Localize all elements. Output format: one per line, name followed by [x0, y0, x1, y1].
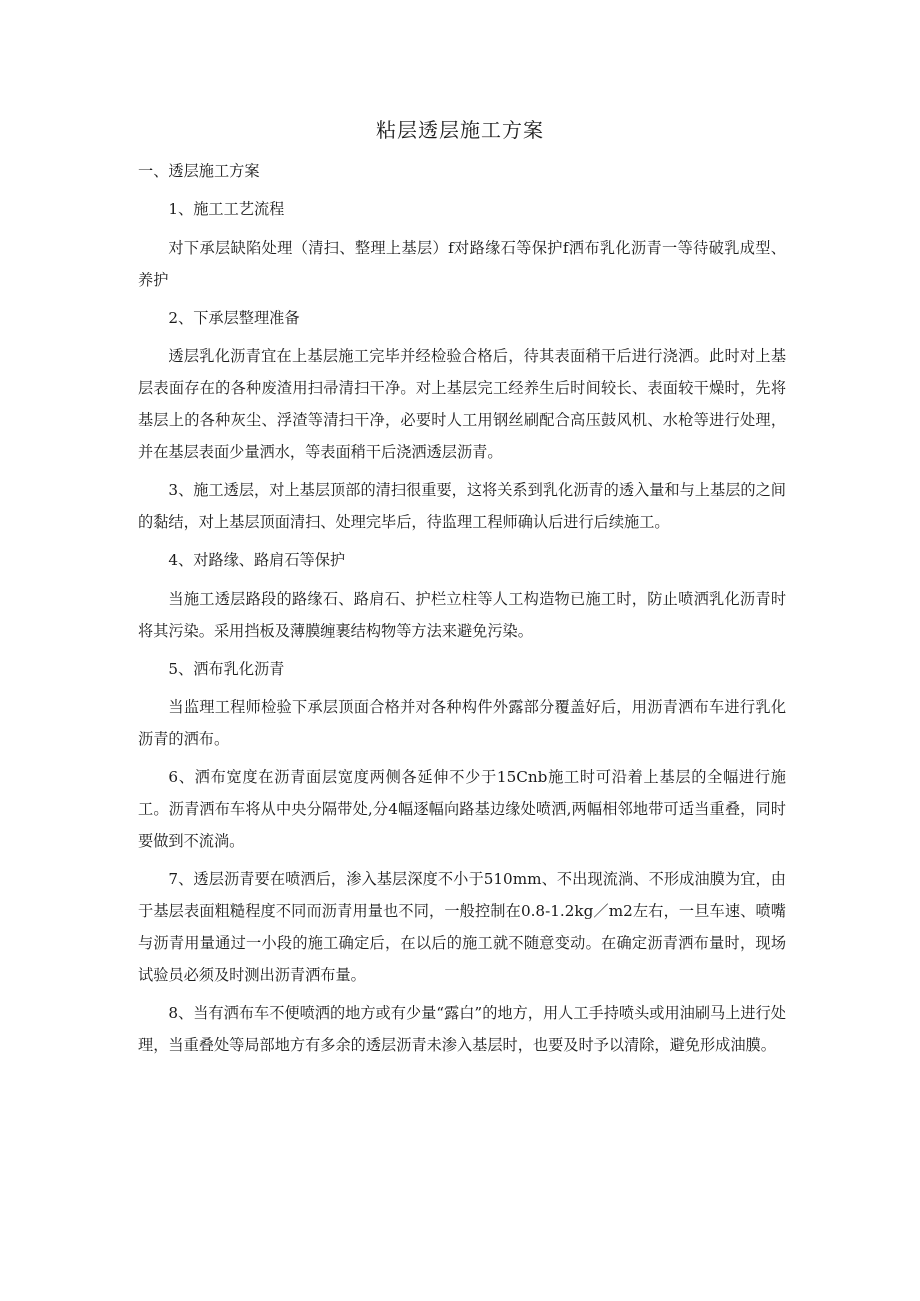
body-paragraph: 对下承层缺陷处理（清扫、整理上基层）f对路缘石等保护f洒布乳化沥青一等待破乳成型、养护 [138, 238, 786, 289]
section-heading: 一、透层施工方案 [138, 162, 260, 180]
subsection-heading: 1、施工工艺流程 [168, 200, 285, 219]
subsection-heading: 5、洒布乳化沥青 [168, 659, 285, 678]
body-paragraph: 当监理工程师检验下承层顶面合格并对各种构件外露部分覆盖好后，用沥青洒布车进行乳化沥青的洒布。 [138, 698, 786, 749]
body-paragraph: 7、透层沥青要在喷洒后，渗入基层深度不小于510mm、不出现流淌、不形成油膜为宜，由于基层表面粗糙程度不同而沥青用量也不同，一般控制在0.8-1.2kg／m2左右，一旦车速、喷嘴与沥青用量通过一小段的施工确定后，在以后的施工就不随意变动。在确定沥青洒布量时，现场试验员必须及时测出沥青洒布量。 [138, 870, 786, 984]
document-title: 粘层透层施工方案 [376, 118, 544, 142]
subsection-heading: 2、下承层整理准备 [168, 308, 300, 327]
body-paragraph: 8、当有洒布车不便喷洒的地方或有少量“露白”的地方，用人工手持喷头或用油刷马上进行处理，当重叠处等局部地方有多余的透层沥青未渗入基层时，也要及时予以清除，避免形成油膜。 [138, 1004, 786, 1055]
body-paragraph: 6、洒布宽度在沥青面层宽度两侧各延伸不少于15Cnb施工时可沿着上基层的全幅进行施工。沥青洒布车将从中央分隔带处,分4幅逐幅向路基边缘处喷洒,两幅相邻地带可适当重叠，同时要做到不流淌。 [138, 768, 786, 851]
body-paragraph: 3、施工透层，对上基层顶部的清扫很重要，这将关系到乳化沥青的透入量和与上基层的之间的黏结，对上基层顶面清扫、处理完毕后，待监理工程师确认后进行后续施工。 [138, 481, 786, 531]
body-paragraph: 当施工透层路段的路缘石、路肩石、护栏立柱等人工构造物已施工时，防止喷洒乳化沥青时将其污染。采用挡板及薄膜缠裹结构物等方法来避免污染。 [138, 589, 786, 640]
body-paragraph: 透层乳化沥青宜在上基层施工完毕并经检验合格后，待其表面稍干后进行浇洒。此时对上基层表面存在的各种废渣用扫帚清扫干净。对上基层完工经养生后时间较长、表面较干燥时，先将基层上的各种灰尘、浮渣等清扫干净，必要时人工用钢丝刷配合高压鼓风机、水枪等进行处理，并在基层表面少量洒水，等表面稍干后浇洒透层沥青。 [138, 347, 786, 461]
subsection-heading: 4、对路缘、路肩石等保护 [168, 551, 346, 570]
document-body [138, 156, 786, 1068]
